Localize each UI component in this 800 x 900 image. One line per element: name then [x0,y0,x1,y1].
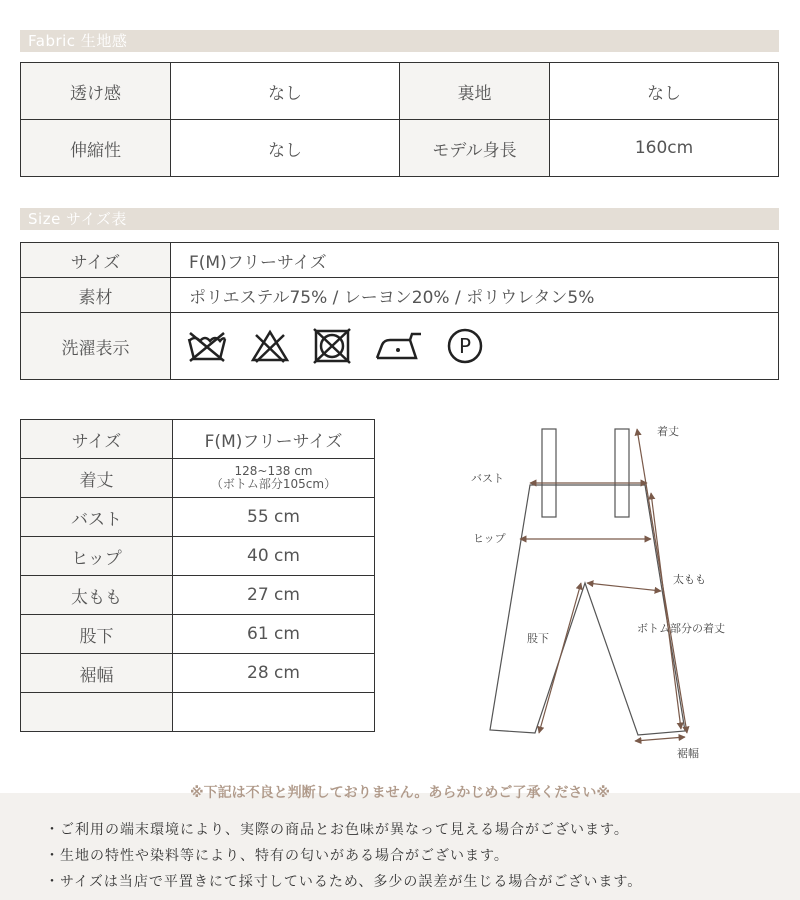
measure-header-label: サイズ [21,420,173,459]
empty-cell [173,693,375,732]
measure-label: 太もも [21,576,173,615]
hip-label: ヒップ [473,532,506,545]
table-row [21,420,375,459]
length-value-line2: （ボトム部分105cm） [210,477,337,491]
table-row [21,313,779,380]
fabric-label: 裏地 [400,63,550,120]
care-icons-cell [171,313,779,380]
material-label: 素材 [21,278,171,313]
measurement-table [20,419,375,732]
length-label: 着丈 [657,425,679,438]
no-bleach-icon [250,329,290,363]
hem-label: 裾幅 [677,747,699,760]
measure-label: ヒップ [21,537,173,576]
measure-header-value: F(M)フリーサイズ [173,420,375,459]
bottom-length-label: ボトム部分の着丈 [637,622,725,635]
table-row [21,120,779,177]
size-label: サイズ [21,243,171,278]
table-row [21,615,375,654]
measure-label: 裾幅 [21,654,173,693]
table-row [21,693,375,732]
measure-label: バスト [21,498,173,537]
table-row [21,243,779,278]
table-row [21,537,375,576]
measure-value: 61 cm [173,615,375,654]
table-row [21,459,375,498]
notice-line: ・ご利用の端末環境により、実際の商品とお色味が異なって見える場合がございます。 [45,822,629,838]
length-value-line1: 128~138 cm [234,464,313,478]
bottom-length-arrow [651,493,681,729]
fabric-label: モデル身長 [400,120,550,177]
dry-clean-p-letter: P [458,334,472,358]
care-label: 洗濯表示 [21,313,171,380]
measure-value: 27 cm [173,576,375,615]
notice-title: ※下記は不良と判断しておりません。あらかじめご了承ください※ [189,785,611,801]
measure-value: 40 cm [173,537,375,576]
measure-value: 28 cm [173,654,375,693]
table-row [21,576,375,615]
notice-line: ・サイズは当店で平置きにて採寸しているため、多少の誤差が生じる場合がございます。 [45,874,643,890]
length-label: 着丈 [21,459,173,498]
fabric-heading: Fabric 生地感 [20,30,779,52]
bust-label: バスト [471,472,504,485]
thigh-label: 太もも [673,573,706,586]
measurement-diagram [455,415,785,765]
fabric-value: なし [171,120,400,177]
fabric-label: 透け感 [21,63,171,120]
length-value [173,459,375,498]
size-value: F(M)フリーサイズ [171,243,779,278]
hand-wash-icon [186,329,228,363]
measure-label: 股下 [21,615,173,654]
inseam-arrow [539,583,581,733]
fabric-value: なし [550,63,779,120]
notice-line: ・生地の特性や染料等により、特有の匂いがある場合がございます。 [45,848,509,864]
measure-value: 55 cm [173,498,375,537]
iron-icon [374,331,424,361]
empty-cell [21,693,173,732]
fabric-value: 160cm [550,120,779,177]
thigh-arrow [587,583,661,591]
table-row [21,498,375,537]
table-row [21,278,779,313]
table-row [21,63,779,120]
fabric-label: 伸縮性 [21,120,171,177]
inseam-label: 股下 [527,632,549,645]
material-value: ポリエステル75% / レーヨン20% / ポリウレタン5% [171,278,779,313]
fabric-table [20,62,779,177]
size-info-table [20,242,779,380]
overall-outline [490,429,685,735]
no-tumble-dry-icon [312,328,352,364]
fabric-value: なし [171,63,400,120]
dry-clean-p-icon [446,327,484,365]
size-heading: Size サイズ表 [20,208,779,230]
table-row [21,654,375,693]
hem-arrow [635,737,685,741]
